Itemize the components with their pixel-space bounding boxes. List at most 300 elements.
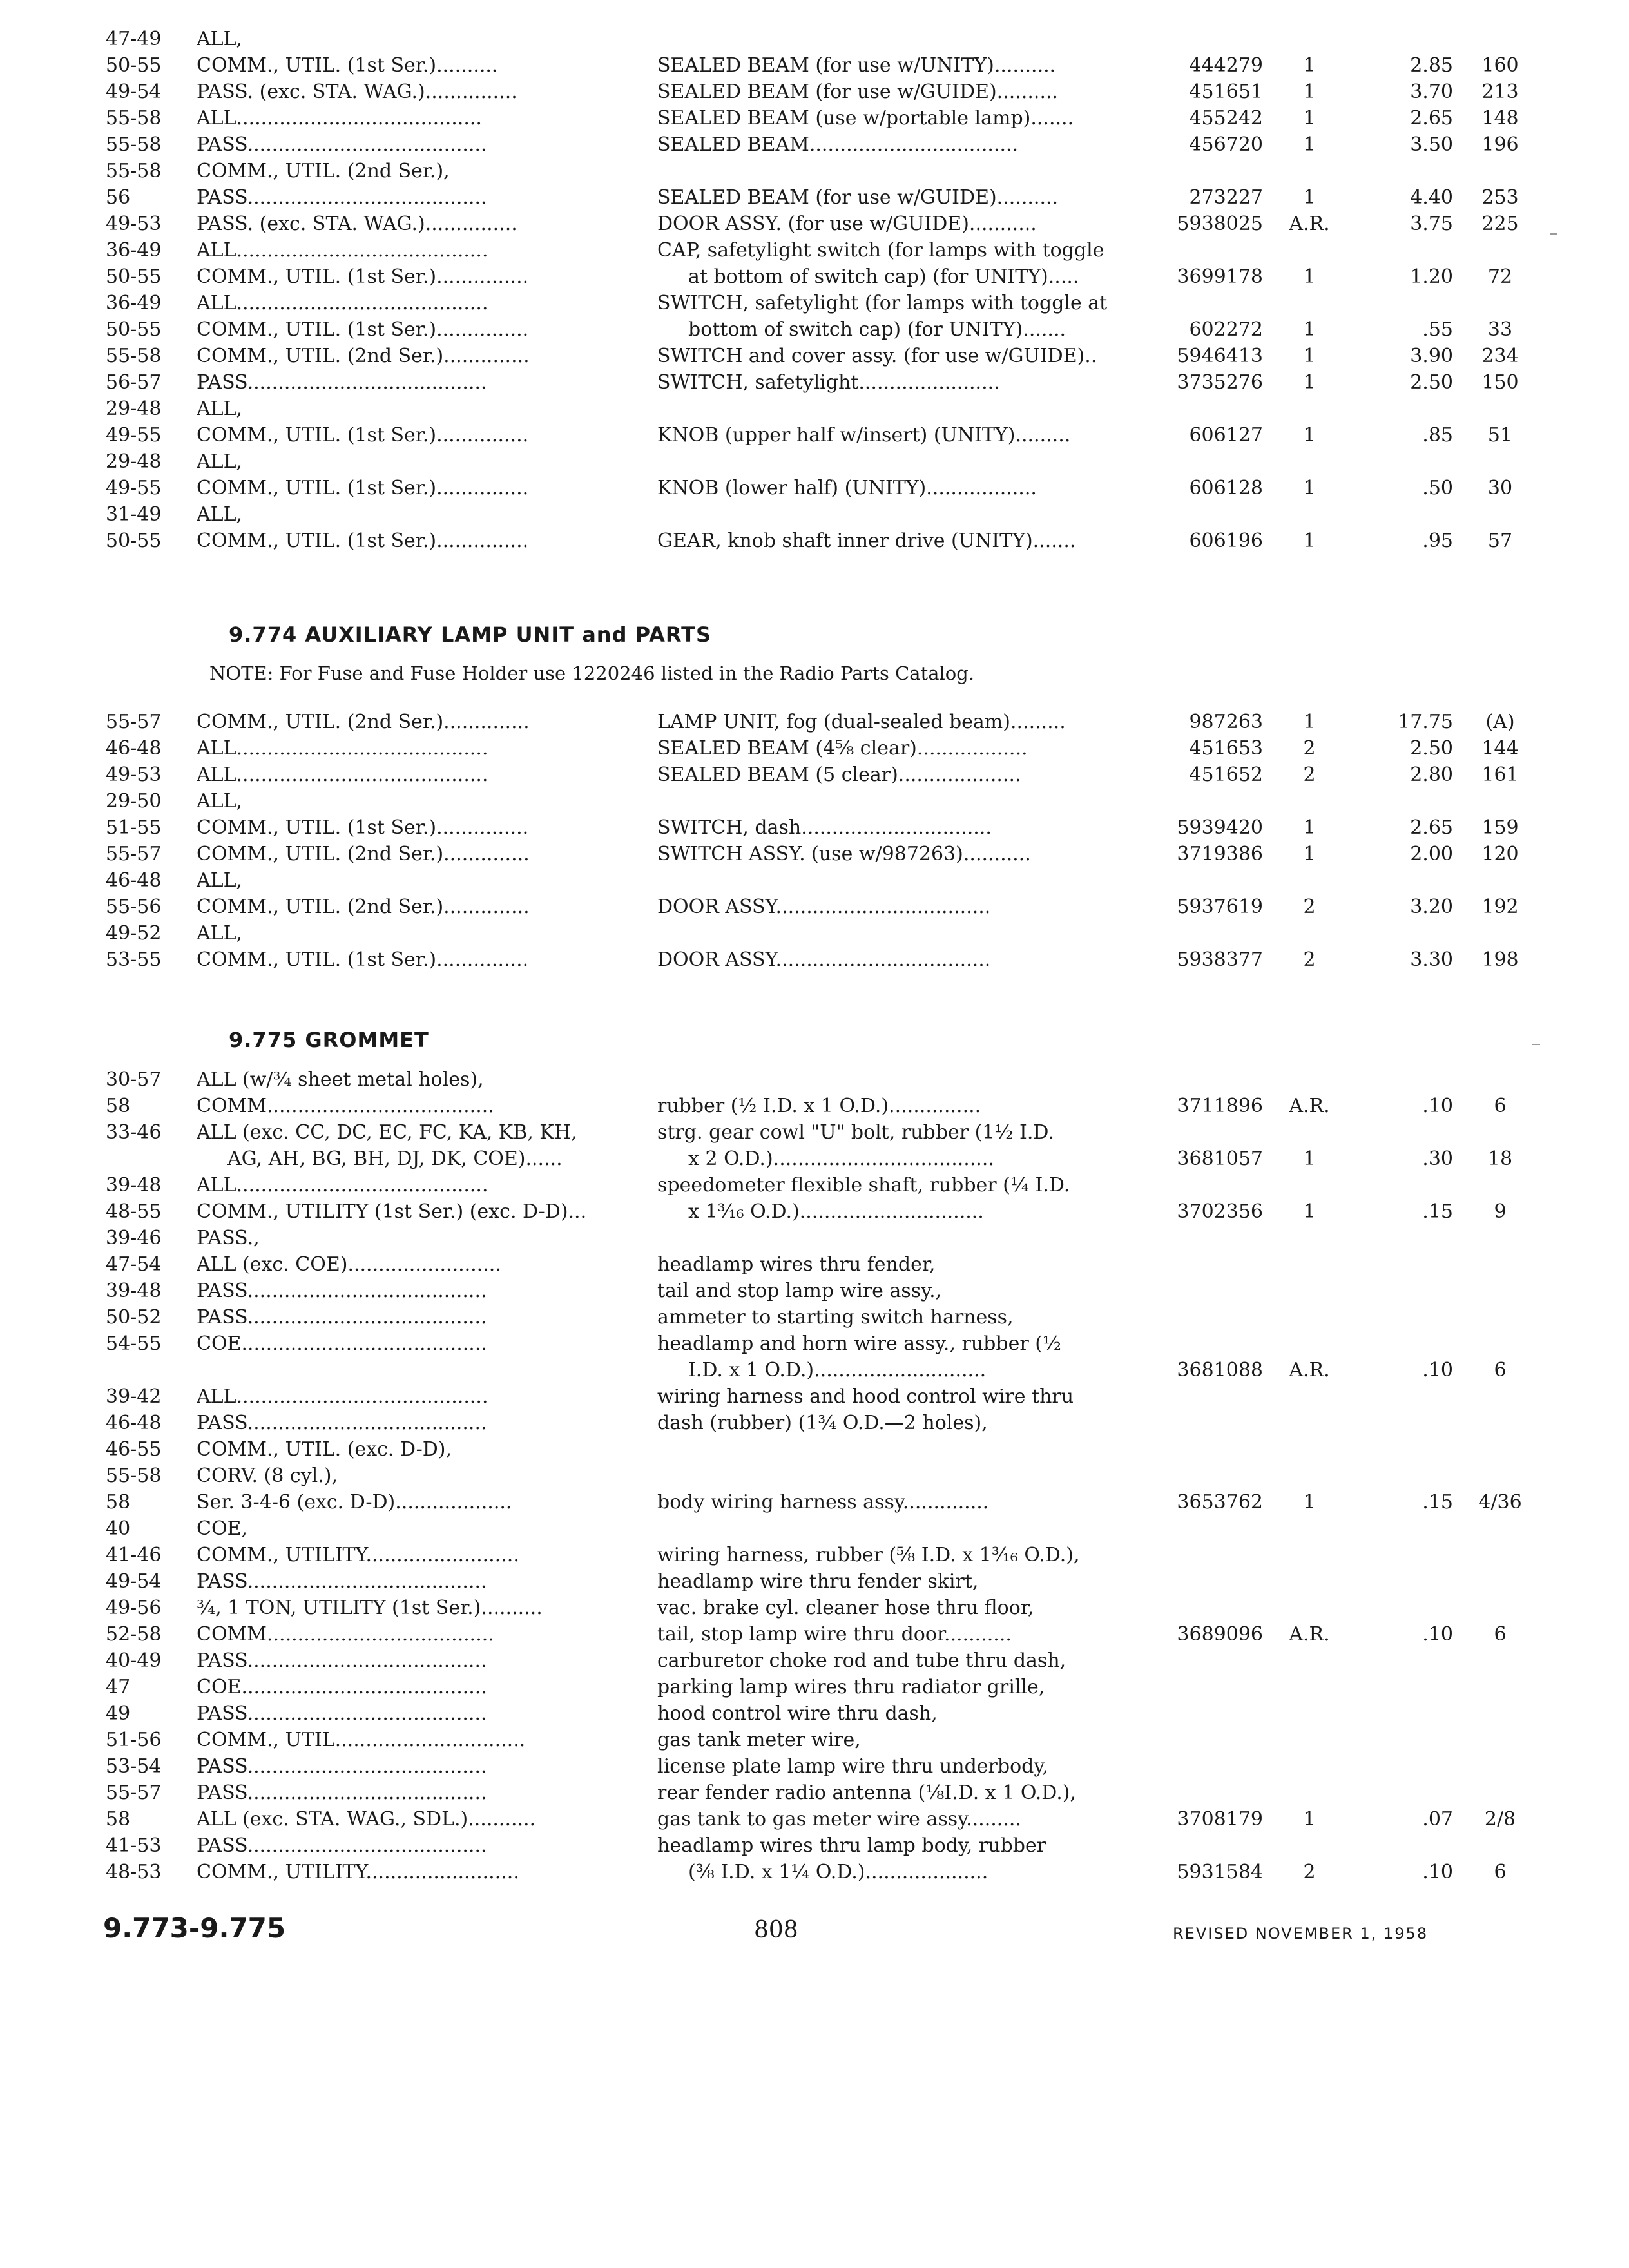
year-cell: 50-55 bbox=[106, 265, 162, 288]
description-cell: DOOR ASSY................................... bbox=[657, 896, 991, 918]
part-number-cell: 3681088 bbox=[1177, 1359, 1263, 1381]
model-cell: Ser. 3-4-6 (exc. D-D)................... bbox=[197, 1491, 512, 1514]
part-number-cell: 451651 bbox=[1189, 81, 1263, 103]
model-cell: COE........................................ bbox=[197, 1676, 487, 1698]
description-cell: gas tank to gas meter wire assy......... bbox=[657, 1808, 1021, 1831]
parts-row bbox=[97, 475, 1513, 501]
quantity-cell: 2 bbox=[1303, 948, 1316, 971]
description-cell: SWITCH, safetylight....................... bbox=[657, 371, 1000, 394]
section-note: NOTE: For Fuse and Fuse Holder use 1220246 listed in the Radio Parts Catalog. bbox=[209, 662, 975, 684]
model-cell: COMM..................................... bbox=[197, 1623, 494, 1646]
group-cell: 18 bbox=[1487, 1148, 1513, 1170]
year-cell: 49 bbox=[106, 1702, 131, 1725]
description-cell: SEALED BEAM (4⅝ clear).................. bbox=[657, 737, 1028, 760]
parts-row bbox=[97, 52, 1519, 79]
price-cell: 3.70 bbox=[1410, 81, 1453, 103]
parts-row bbox=[97, 867, 1482, 894]
group-cell: 148 bbox=[1481, 107, 1519, 130]
auxiliary-lamp-table bbox=[97, 709, 1519, 973]
year-cell: 48-53 bbox=[106, 1861, 162, 1883]
part-number-cell: 444279 bbox=[1189, 54, 1263, 77]
year-cell: 36-49 bbox=[106, 292, 162, 314]
parts-row bbox=[97, 1806, 1516, 1832]
model-cell: COMM., UTIL. (1st Ser.)............... bbox=[197, 948, 529, 971]
price-cell: 3.75 bbox=[1410, 213, 1453, 235]
parts-row bbox=[97, 709, 1515, 735]
model-cell: ALL......................................... bbox=[197, 764, 488, 786]
price-cell: 3.30 bbox=[1410, 948, 1453, 971]
quantity-cell: A.R. bbox=[1289, 1095, 1330, 1117]
year-cell: 50-52 bbox=[106, 1306, 162, 1329]
group-cell: 2/8 bbox=[1484, 1808, 1516, 1831]
quantity-cell: 1 bbox=[1303, 133, 1316, 156]
description-cell: dash (rubber) (1¾ O.D.—2 holes), bbox=[657, 1412, 988, 1434]
description-cell: SWITCH, dash............................... bbox=[657, 816, 992, 839]
year-cell: 33-46 bbox=[106, 1121, 162, 1144]
description-cell: SWITCH and cover assy. (for use w/GUIDE).. bbox=[657, 345, 1097, 367]
model-cell: ALL, bbox=[197, 28, 243, 50]
description-cell: bottom of switch cap) (for UNITY)....... bbox=[688, 318, 1066, 341]
description-cell: ammeter to starting switch harness, bbox=[657, 1306, 1014, 1329]
parts-row bbox=[97, 1568, 1482, 1595]
quantity-cell: 1 bbox=[1303, 1148, 1316, 1170]
model-cell: AG, AH, BG, BH, DJ, DK, COE)...... bbox=[227, 1148, 563, 1170]
group-cell: 159 bbox=[1481, 816, 1519, 839]
description-cell: headlamp wires thru lamp body, rubber bbox=[657, 1834, 1046, 1857]
year-cell: 46-55 bbox=[106, 1438, 162, 1461]
model-cell: PASS....................................... bbox=[197, 1834, 487, 1857]
price-cell: .15 bbox=[1422, 1200, 1453, 1223]
model-cell: PASS....................................... bbox=[197, 1570, 487, 1593]
description-cell: DOOR ASSY................................... bbox=[657, 948, 991, 971]
model-cell: ALL........................................ bbox=[197, 107, 482, 130]
year-cell: 41-53 bbox=[106, 1834, 162, 1857]
parts-row bbox=[97, 735, 1519, 762]
year-cell: 39-46 bbox=[106, 1227, 162, 1249]
parts-row bbox=[97, 343, 1519, 369]
parts-row bbox=[97, 1515, 1482, 1542]
model-cell: COMM., UTIL. (2nd Ser.).............. bbox=[197, 345, 530, 367]
year-cell: 49-53 bbox=[106, 764, 162, 786]
description-cell: at bottom of switch cap) (for UNITY)..... bbox=[688, 265, 1079, 288]
model-cell: PASS....................................... bbox=[197, 1702, 487, 1725]
year-cell: 50-55 bbox=[106, 530, 162, 552]
model-cell: PASS. (exc. STA. WAG.)............... bbox=[197, 213, 517, 235]
part-number-cell: 3708179 bbox=[1177, 1808, 1263, 1831]
description-cell: x 1³⁄₁₆ O.D.).............................. bbox=[688, 1200, 984, 1223]
model-cell: ALL, bbox=[197, 398, 243, 420]
price-cell: .10 bbox=[1422, 1095, 1453, 1117]
model-cell: COMM., UTILITY......................... bbox=[197, 1861, 519, 1883]
group-cell: 33 bbox=[1487, 318, 1513, 341]
description-cell: headlamp wires thru fender, bbox=[657, 1253, 936, 1276]
part-number-cell: 3689096 bbox=[1177, 1623, 1263, 1646]
description-cell: I.D. x 1 O.D.)............................ bbox=[688, 1359, 987, 1381]
part-number-cell: 987263 bbox=[1189, 711, 1263, 733]
quantity-cell: 1 bbox=[1303, 1200, 1316, 1223]
group-cell: (A) bbox=[1485, 711, 1515, 733]
quantity-cell: 1 bbox=[1303, 711, 1316, 733]
price-cell: .50 bbox=[1422, 477, 1453, 499]
parts-row bbox=[97, 396, 1482, 422]
year-cell: 46-48 bbox=[106, 737, 162, 760]
quantity-cell: 1 bbox=[1303, 424, 1316, 447]
year-cell: 55-58 bbox=[106, 107, 162, 130]
part-number-cell: 5939420 bbox=[1177, 816, 1263, 839]
description-cell: rear fender radio antenna (⅛I.D. x 1 O.D.), bbox=[657, 1782, 1077, 1804]
model-cell: COMM., UTIL. (1st Ser.)............... bbox=[197, 318, 529, 341]
parts-row bbox=[97, 814, 1519, 841]
price-cell: .10 bbox=[1422, 1861, 1453, 1883]
group-cell: 192 bbox=[1481, 896, 1519, 918]
group-cell: 253 bbox=[1481, 186, 1519, 209]
group-cell: 225 bbox=[1481, 213, 1519, 235]
year-cell: 55-58 bbox=[106, 160, 162, 182]
year-cell: 49-54 bbox=[106, 81, 162, 103]
parts-row bbox=[97, 788, 1482, 814]
description-cell: SEALED BEAM (use w/portable lamp)....... bbox=[657, 107, 1074, 130]
parts-row bbox=[97, 1595, 1482, 1621]
quantity-cell: 1 bbox=[1303, 318, 1316, 341]
year-cell: 58 bbox=[106, 1095, 131, 1117]
year-cell: 41-46 bbox=[106, 1544, 162, 1566]
parts-row bbox=[97, 158, 1482, 184]
quantity-cell: 1 bbox=[1303, 843, 1316, 865]
model-cell: COMM., UTIL. (1st Ser.)............... bbox=[197, 477, 529, 499]
model-cell: ¾, 1 TON, UTILITY (1st Ser.).......... bbox=[197, 1597, 543, 1619]
model-cell: COMM., UTIL. (1st Ser.)............... bbox=[197, 424, 529, 447]
year-cell: 55-57 bbox=[106, 1782, 162, 1804]
part-number-cell: 5946413 bbox=[1177, 345, 1263, 367]
description-cell: vac. brake cyl. cleaner hose thru floor, bbox=[657, 1597, 1034, 1619]
quantity-cell: 1 bbox=[1303, 54, 1316, 77]
description-cell: x 2 O.D.).................................... bbox=[688, 1148, 994, 1170]
group-cell: 30 bbox=[1487, 477, 1513, 499]
price-cell: 3.20 bbox=[1410, 896, 1453, 918]
description-cell: headlamp wire thru fender skirt, bbox=[657, 1570, 979, 1593]
model-cell: ALL, bbox=[197, 922, 243, 945]
year-cell: 55-57 bbox=[106, 711, 162, 733]
model-cell: COMM..................................... bbox=[197, 1095, 494, 1117]
year-cell: 51-55 bbox=[106, 816, 162, 839]
year-cell: 55-56 bbox=[106, 896, 162, 918]
group-cell: 120 bbox=[1481, 843, 1519, 865]
parts-row bbox=[97, 448, 1482, 475]
year-cell: 49-56 bbox=[106, 1597, 162, 1619]
year-cell: 47-54 bbox=[106, 1253, 162, 1276]
part-number-cell: 5931584 bbox=[1177, 1861, 1263, 1883]
quantity-cell: 1 bbox=[1303, 81, 1316, 103]
group-cell: 6 bbox=[1494, 1861, 1507, 1883]
year-cell: 49-55 bbox=[106, 424, 162, 447]
model-cell: ALL (exc. COE)......................... bbox=[197, 1253, 501, 1276]
section-title-9-774: 9.774 AUXILIARY LAMP UNIT and PARTS bbox=[229, 622, 711, 647]
year-cell: 53-54 bbox=[106, 1755, 162, 1778]
part-number-cell: 455242 bbox=[1189, 107, 1263, 130]
model-cell: ALL (exc. CC, DC, EC, FC, KA, KB, KH, bbox=[197, 1121, 577, 1144]
price-cell: 3.50 bbox=[1410, 133, 1453, 156]
year-cell: 50-55 bbox=[106, 318, 162, 341]
description-cell: body wiring harness assy.............. bbox=[657, 1491, 989, 1514]
part-number-cell: 602272 bbox=[1189, 318, 1263, 341]
parts-row bbox=[97, 1198, 1507, 1225]
parts-row bbox=[97, 1383, 1482, 1410]
year-cell: 49-55 bbox=[106, 477, 162, 499]
year-cell: 49-54 bbox=[106, 1570, 162, 1593]
price-cell: .10 bbox=[1422, 1623, 1453, 1646]
group-cell: 198 bbox=[1481, 948, 1519, 971]
group-cell: 196 bbox=[1481, 133, 1519, 156]
part-number-cell: 451652 bbox=[1189, 764, 1263, 786]
description-cell: wiring harness and hood control wire thru bbox=[657, 1385, 1074, 1408]
year-cell: 40-49 bbox=[106, 1649, 162, 1672]
parts-row bbox=[97, 1436, 1482, 1463]
quantity-cell: A.R. bbox=[1289, 1359, 1330, 1381]
model-cell: COMM., UTIL. (2nd Ser.), bbox=[197, 160, 450, 182]
parts-row bbox=[97, 920, 1482, 947]
quantity-cell: 1 bbox=[1303, 265, 1316, 288]
part-number-cell: 606196 bbox=[1189, 530, 1263, 552]
margin-mark bbox=[1550, 233, 1557, 235]
model-cell: ALL......................................... bbox=[197, 1385, 488, 1408]
parts-row bbox=[97, 1674, 1482, 1700]
description-cell: SEALED BEAM (5 clear).................... bbox=[657, 764, 1021, 786]
part-number-cell: 606128 bbox=[1189, 477, 1263, 499]
part-number-cell: 3735276 bbox=[1177, 371, 1263, 394]
year-cell: 53-55 bbox=[106, 948, 162, 971]
model-cell: ALL, bbox=[197, 503, 243, 526]
model-cell: PASS....................................... bbox=[197, 1755, 487, 1778]
model-cell: COMM., UTIL. (1st Ser.)............... bbox=[197, 265, 529, 288]
section-title-9-775: 9.775 GROMMET bbox=[229, 1028, 429, 1052]
group-cell: 6 bbox=[1494, 1095, 1507, 1117]
description-cell: tail, stop lamp wire thru door........... bbox=[657, 1623, 1012, 1646]
price-cell: 2.50 bbox=[1410, 737, 1453, 760]
year-cell: 46-48 bbox=[106, 1412, 162, 1434]
parts-row bbox=[97, 290, 1482, 316]
price-cell: .10 bbox=[1422, 1359, 1453, 1381]
year-cell: 55-58 bbox=[106, 133, 162, 156]
year-cell: 29-48 bbox=[106, 450, 162, 473]
model-cell: PASS....................................... bbox=[197, 1782, 487, 1804]
model-cell: COMM., UTIL. (2nd Ser.).............. bbox=[197, 711, 530, 733]
quantity-cell: 2 bbox=[1303, 737, 1316, 760]
quantity-cell: 1 bbox=[1303, 816, 1316, 839]
model-cell: COMM., UTIL. (exc. D-D), bbox=[197, 1438, 452, 1461]
model-cell: ALL (exc. STA. WAG., SDL.)........... bbox=[197, 1808, 536, 1831]
grommet-table bbox=[97, 1066, 1522, 1885]
parts-row bbox=[97, 1832, 1482, 1859]
part-number-cell: 606127 bbox=[1189, 424, 1263, 447]
price-cell: 2.85 bbox=[1410, 54, 1453, 77]
group-cell: 150 bbox=[1481, 371, 1519, 394]
parts-row bbox=[97, 947, 1519, 973]
page-number: 808 bbox=[754, 1917, 798, 1943]
parts-row bbox=[97, 105, 1519, 131]
parts-row bbox=[97, 528, 1513, 554]
year-cell: 31-49 bbox=[106, 503, 162, 526]
model-cell: COMM., UTIL. (1st Ser.)............... bbox=[197, 530, 529, 552]
description-cell: gas tank meter wire, bbox=[657, 1729, 861, 1751]
year-cell: 36-49 bbox=[106, 239, 162, 262]
parts-row bbox=[97, 1331, 1482, 1357]
description-cell: SEALED BEAM (for use w/UNITY).......... bbox=[657, 54, 1056, 77]
parts-row bbox=[97, 184, 1519, 211]
model-cell: ALL, bbox=[197, 869, 243, 892]
model-cell: COMM., UTIL. (1st Ser.).......... bbox=[197, 54, 498, 77]
price-cell: .55 bbox=[1422, 318, 1453, 341]
description-cell: headlamp and horn wire assy., rubber (½ bbox=[657, 1332, 1061, 1355]
model-cell: COE, bbox=[197, 1517, 247, 1540]
year-cell: 52-58 bbox=[106, 1623, 162, 1646]
quantity-cell: A.R. bbox=[1289, 213, 1330, 235]
year-cell: 46-48 bbox=[106, 869, 162, 892]
parts-row bbox=[97, 501, 1482, 528]
model-cell: PASS....................................... bbox=[197, 186, 487, 209]
parts-row bbox=[97, 1146, 1513, 1172]
price-cell: 3.90 bbox=[1410, 345, 1453, 367]
year-cell: 54-55 bbox=[106, 1332, 162, 1355]
model-cell: ALL......................................... bbox=[197, 737, 488, 760]
price-cell: 2.00 bbox=[1410, 843, 1453, 865]
description-cell: SWITCH, safetylight (for lamps with toggle at bbox=[657, 292, 1108, 314]
description-cell: SWITCH ASSY. (use w/987263)........... bbox=[657, 843, 1031, 865]
group-cell: 144 bbox=[1481, 737, 1519, 760]
year-cell: 47 bbox=[106, 1676, 131, 1698]
footer-section-range: 9.773-9.775 bbox=[103, 1912, 286, 1944]
model-cell: PASS....................................... bbox=[197, 133, 487, 156]
description-cell: license plate lamp wire thru underbody, bbox=[657, 1755, 1048, 1778]
part-number-cell: 456720 bbox=[1189, 133, 1263, 156]
price-cell: 17.75 bbox=[1398, 711, 1453, 733]
model-cell: CORV. (8 cyl.), bbox=[197, 1465, 338, 1487]
parts-row bbox=[97, 1304, 1482, 1331]
description-cell: hood control wire thru dash, bbox=[657, 1702, 938, 1725]
group-cell: 72 bbox=[1487, 265, 1513, 288]
quantity-cell: 2 bbox=[1303, 896, 1316, 918]
year-cell: 39-48 bbox=[106, 1174, 162, 1196]
parts-row bbox=[97, 369, 1519, 396]
quantity-cell: 1 bbox=[1303, 345, 1316, 367]
model-cell: ALL......................................... bbox=[197, 292, 488, 314]
description-cell: parking lamp wires thru radiator grille, bbox=[657, 1676, 1045, 1698]
margin-mark bbox=[1532, 1044, 1540, 1045]
parts-row bbox=[97, 1093, 1507, 1119]
parts-row bbox=[97, 422, 1513, 448]
description-cell: carburetor choke rod and tube thru dash, bbox=[657, 1649, 1066, 1672]
group-cell: 9 bbox=[1494, 1200, 1507, 1223]
parts-row bbox=[97, 264, 1513, 290]
parts-row bbox=[97, 316, 1513, 343]
part-number-cell: 5937619 bbox=[1177, 896, 1263, 918]
revision-date: REVISED NOVEMBER 1, 1958 bbox=[1173, 1925, 1429, 1943]
group-cell: 51 bbox=[1487, 424, 1513, 447]
year-cell: 48-55 bbox=[106, 1200, 162, 1223]
year-cell: 56 bbox=[106, 186, 131, 209]
year-cell: 51-56 bbox=[106, 1729, 162, 1751]
parts-row bbox=[97, 894, 1519, 920]
part-number-cell: 3702356 bbox=[1177, 1200, 1263, 1223]
model-cell: PASS., bbox=[197, 1227, 260, 1249]
price-cell: 2.65 bbox=[1410, 107, 1453, 130]
year-cell: 29-48 bbox=[106, 398, 162, 420]
parts-row bbox=[97, 1859, 1507, 1885]
model-cell: COMM., UTIL. (1st Ser.)............... bbox=[197, 816, 529, 839]
quantity-cell: 1 bbox=[1303, 530, 1316, 552]
price-cell: 1.20 bbox=[1410, 265, 1453, 288]
quantity-cell: 1 bbox=[1303, 1491, 1316, 1514]
parts-row bbox=[97, 1410, 1482, 1436]
year-cell: 39-42 bbox=[106, 1385, 162, 1408]
parts-row bbox=[97, 762, 1519, 788]
quantity-cell: 1 bbox=[1303, 107, 1316, 130]
price-cell: 4.40 bbox=[1410, 186, 1453, 209]
parts-row bbox=[97, 79, 1519, 105]
year-cell: 56-57 bbox=[106, 371, 162, 394]
description-cell: strg. gear cowl "U" bolt, rubber (1½ I.D. bbox=[657, 1121, 1054, 1144]
description-cell: speedometer flexible shaft, rubber (¼ I.D. bbox=[657, 1174, 1070, 1196]
parts-row bbox=[97, 1278, 1482, 1304]
description-cell: SEALED BEAM (for use w/GUIDE).......... bbox=[657, 81, 1059, 103]
part-number-cell: 3719386 bbox=[1177, 843, 1263, 865]
year-cell: 55-58 bbox=[106, 1465, 162, 1487]
part-number-cell: 3653762 bbox=[1177, 1491, 1263, 1514]
group-cell: 57 bbox=[1487, 530, 1513, 552]
year-cell: 30-57 bbox=[106, 1068, 162, 1091]
price-cell: .15 bbox=[1422, 1491, 1453, 1514]
part-number-cell: 451653 bbox=[1189, 737, 1263, 760]
parts-row bbox=[97, 1753, 1482, 1780]
parts-row bbox=[97, 1780, 1482, 1806]
parts-row bbox=[97, 26, 1482, 52]
model-cell: PASS....................................... bbox=[197, 1412, 487, 1434]
year-cell: 58 bbox=[106, 1491, 131, 1514]
parts-row bbox=[97, 1621, 1507, 1648]
price-cell: .85 bbox=[1422, 424, 1453, 447]
model-cell: COMM., UTILITY (1st Ser.) (exc. D-D)... bbox=[197, 1200, 587, 1223]
parts-row bbox=[97, 1066, 1482, 1093]
description-cell: SEALED BEAM (for use w/GUIDE).......... bbox=[657, 186, 1059, 209]
group-cell: 213 bbox=[1481, 81, 1519, 103]
lamp-parts-table bbox=[97, 26, 1519, 554]
quantity-cell: 2 bbox=[1303, 764, 1316, 786]
year-cell: 49-52 bbox=[106, 922, 162, 945]
parts-row bbox=[97, 131, 1519, 158]
quantity-cell: A.R. bbox=[1289, 1623, 1330, 1646]
parts-row bbox=[97, 1172, 1482, 1198]
year-cell: 55-57 bbox=[106, 843, 162, 865]
model-cell: ALL......................................... bbox=[197, 1174, 488, 1196]
parts-row bbox=[97, 1225, 1482, 1251]
parts-row bbox=[97, 1489, 1522, 1515]
year-cell: 49-53 bbox=[106, 213, 162, 235]
group-cell: 160 bbox=[1481, 54, 1519, 77]
group-cell: 4/36 bbox=[1478, 1491, 1522, 1514]
parts-row bbox=[97, 237, 1482, 264]
model-cell: ALL, bbox=[197, 790, 243, 812]
group-cell: 6 bbox=[1494, 1623, 1507, 1646]
model-cell: COMM., UTILITY......................... bbox=[197, 1544, 519, 1566]
description-cell: KNOB (upper half w/insert) (UNITY)......... bbox=[657, 424, 1071, 447]
model-cell: PASS....................................... bbox=[197, 371, 487, 394]
parts-row bbox=[97, 1648, 1482, 1674]
description-cell: CAP, safetylight switch (for lamps with toggle bbox=[657, 239, 1104, 262]
part-number-cell: 3681057 bbox=[1177, 1148, 1263, 1170]
description-cell: wiring harness, rubber (⅝ I.D. x 1³⁄₁₆ O.D.), bbox=[657, 1544, 1080, 1566]
quantity-cell: 2 bbox=[1303, 1861, 1316, 1883]
quantity-cell: 1 bbox=[1303, 1808, 1316, 1831]
description-cell: KNOB (lower half) (UNITY).................. bbox=[657, 477, 1037, 499]
